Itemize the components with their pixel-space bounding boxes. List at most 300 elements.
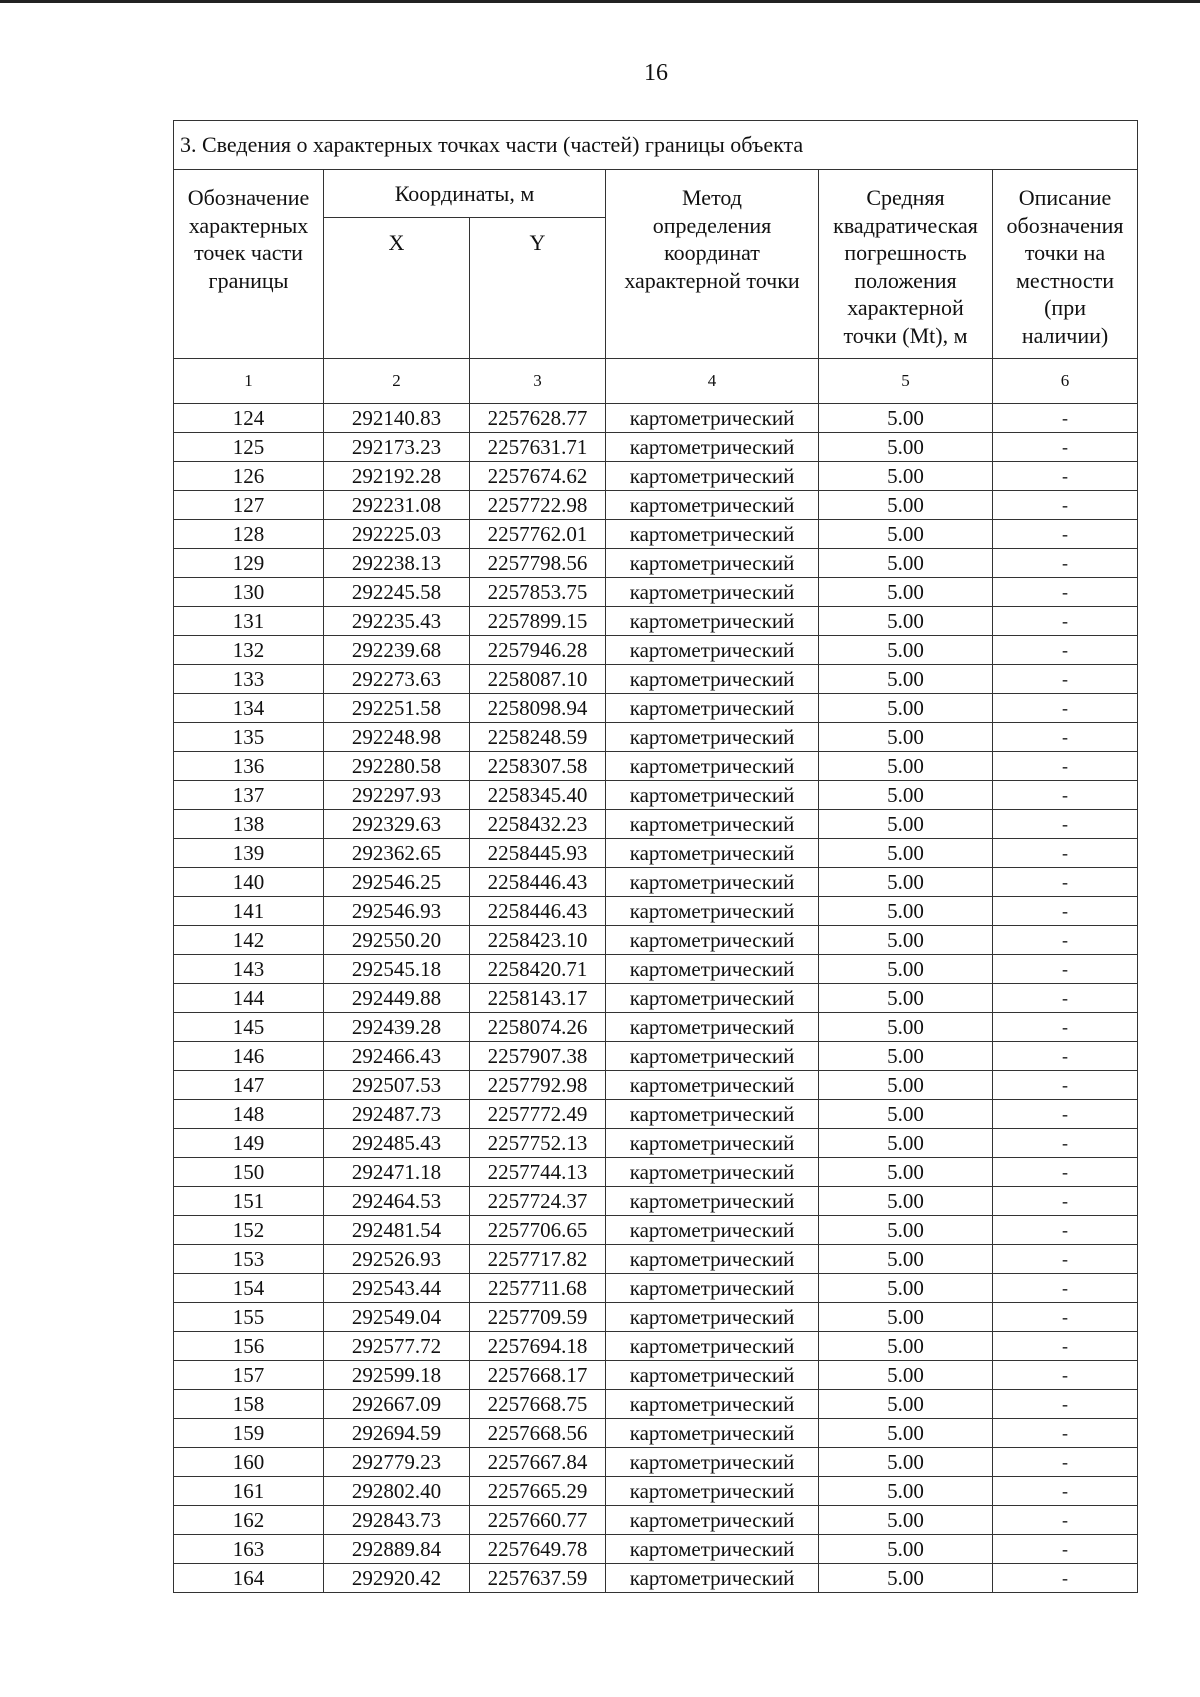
method-cell: картометрический	[606, 1071, 819, 1100]
description-cell: -	[993, 868, 1138, 897]
point-id-cell: 137	[174, 781, 324, 810]
point-id-cell: 149	[174, 1129, 324, 1158]
scan-edge	[0, 0, 1200, 3]
method-cell: картометрический	[606, 984, 819, 1013]
point-id-cell: 144	[174, 984, 324, 1013]
description-cell: -	[993, 1303, 1138, 1332]
description-cell: -	[993, 1274, 1138, 1303]
x-cell: 292140.83	[324, 404, 470, 433]
table-row	[174, 955, 1138, 984]
x-cell: 292273.63	[324, 665, 470, 694]
description-cell: -	[993, 520, 1138, 549]
description-cell: -	[993, 549, 1138, 578]
y-cell: 2258420.71	[470, 955, 606, 984]
y-cell: 2258446.43	[470, 897, 606, 926]
error-cell: 5.00	[819, 665, 993, 694]
y-cell: 2257744.13	[470, 1158, 606, 1187]
description-cell: -	[993, 578, 1138, 607]
method-cell: картометрический	[606, 607, 819, 636]
x-cell: 292577.72	[324, 1332, 470, 1361]
x-cell: 292779.23	[324, 1448, 470, 1477]
table-row	[174, 1013, 1138, 1042]
x-cell: 292889.84	[324, 1535, 470, 1564]
y-cell: 2258345.40	[470, 781, 606, 810]
method-cell: картометрический	[606, 665, 819, 694]
x-cell: 292471.18	[324, 1158, 470, 1187]
x-cell: 292546.93	[324, 897, 470, 926]
x-cell: 292329.63	[324, 810, 470, 839]
table-body	[174, 404, 1138, 1593]
error-cell: 5.00	[819, 752, 993, 781]
error-cell: 5.00	[819, 520, 993, 549]
method-cell: картометрический	[606, 839, 819, 868]
point-id-cell: 157	[174, 1361, 324, 1390]
x-cell: 292248.98	[324, 723, 470, 752]
x-cell: 292297.93	[324, 781, 470, 810]
point-id-cell: 142	[174, 926, 324, 955]
error-cell: 5.00	[819, 1361, 993, 1390]
method-cell: картометрический	[606, 578, 819, 607]
x-cell: 292464.53	[324, 1187, 470, 1216]
method-cell: картометрический	[606, 1390, 819, 1419]
header-description: Описание обозначения точки на местности (при наличии)	[993, 170, 1138, 359]
x-cell: 292599.18	[324, 1361, 470, 1390]
table-row	[174, 1216, 1138, 1245]
table-row	[174, 1477, 1138, 1506]
error-cell: 5.00	[819, 1535, 993, 1564]
error-cell: 5.00	[819, 1332, 993, 1361]
point-id-cell: 147	[174, 1071, 324, 1100]
y-cell: 2257907.38	[470, 1042, 606, 1071]
description-cell: -	[993, 926, 1138, 955]
description-cell: -	[993, 1071, 1138, 1100]
y-cell: 2257694.18	[470, 1332, 606, 1361]
error-cell: 5.00	[819, 1477, 993, 1506]
y-cell: 2257772.49	[470, 1100, 606, 1129]
y-cell: 2258432.23	[470, 810, 606, 839]
error-cell: 5.00	[819, 868, 993, 897]
y-cell: 2257792.98	[470, 1071, 606, 1100]
description-cell: -	[993, 1158, 1138, 1187]
error-cell: 5.00	[819, 723, 993, 752]
y-cell: 2257674.62	[470, 462, 606, 491]
table-row	[174, 752, 1138, 781]
x-cell: 292546.25	[324, 868, 470, 897]
y-cell: 2258423.10	[470, 926, 606, 955]
table-row	[174, 404, 1138, 433]
header-coordinates: Координаты, м	[324, 170, 606, 218]
x-cell: 292449.88	[324, 984, 470, 1013]
x-cell: 292694.59	[324, 1419, 470, 1448]
method-cell: картометрический	[606, 1361, 819, 1390]
method-cell: картометрический	[606, 1013, 819, 1042]
point-id-cell: 145	[174, 1013, 324, 1042]
table-row	[174, 578, 1138, 607]
x-cell: 292466.43	[324, 1042, 470, 1071]
method-cell: картометрический	[606, 1506, 819, 1535]
method-cell: картометрический	[606, 491, 819, 520]
x-cell: 292251.58	[324, 694, 470, 723]
y-cell: 2257637.59	[470, 1564, 606, 1593]
x-cell: 292920.42	[324, 1564, 470, 1593]
table-row	[174, 984, 1138, 1013]
table-row	[174, 1303, 1138, 1332]
method-cell: картометрический	[606, 1419, 819, 1448]
method-cell: картометрический	[606, 781, 819, 810]
error-cell: 5.00	[819, 1158, 993, 1187]
method-cell: картометрический	[606, 1448, 819, 1477]
error-cell: 5.00	[819, 1274, 993, 1303]
y-cell: 2257946.28	[470, 636, 606, 665]
point-id-cell: 140	[174, 868, 324, 897]
method-cell: картометрический	[606, 1303, 819, 1332]
y-cell: 2257724.37	[470, 1187, 606, 1216]
error-cell: 5.00	[819, 404, 993, 433]
table-row	[174, 491, 1138, 520]
x-cell: 292362.65	[324, 839, 470, 868]
point-id-cell: 135	[174, 723, 324, 752]
description-cell: -	[993, 1564, 1138, 1593]
table-row	[174, 1332, 1138, 1361]
y-cell: 2258098.94	[470, 694, 606, 723]
error-cell: 5.00	[819, 781, 993, 810]
point-id-cell: 151	[174, 1187, 324, 1216]
y-cell: 2258445.93	[470, 839, 606, 868]
header-designation: Обозначение характерных точек части границы	[174, 170, 324, 359]
y-cell: 2257706.65	[470, 1216, 606, 1245]
method-cell: картометрический	[606, 1332, 819, 1361]
x-cell: 292507.53	[324, 1071, 470, 1100]
error-cell: 5.00	[819, 433, 993, 462]
error-cell: 5.00	[819, 1390, 993, 1419]
table-row	[174, 462, 1138, 491]
table-row	[174, 1448, 1138, 1477]
error-cell: 5.00	[819, 984, 993, 1013]
y-cell: 2257631.71	[470, 433, 606, 462]
x-cell: 292225.03	[324, 520, 470, 549]
x-cell: 292485.43	[324, 1129, 470, 1158]
y-cell: 2257722.98	[470, 491, 606, 520]
description-cell: -	[993, 1448, 1138, 1477]
point-id-cell: 138	[174, 810, 324, 839]
method-cell: картометрический	[606, 1274, 819, 1303]
description-cell: -	[993, 1419, 1138, 1448]
y-cell: 2257853.75	[470, 578, 606, 607]
x-cell: 292245.58	[324, 578, 470, 607]
method-cell: картометрический	[606, 1129, 819, 1158]
point-id-cell: 164	[174, 1564, 324, 1593]
table-row	[174, 1274, 1138, 1303]
description-cell: -	[993, 491, 1138, 520]
x-cell: 292843.73	[324, 1506, 470, 1535]
description-cell: -	[993, 723, 1138, 752]
method-cell: картометрический	[606, 955, 819, 984]
point-id-cell: 153	[174, 1245, 324, 1274]
point-id-cell: 163	[174, 1535, 324, 1564]
description-cell: -	[993, 955, 1138, 984]
method-cell: картометрический	[606, 926, 819, 955]
table-row	[174, 607, 1138, 636]
table-row	[174, 1390, 1138, 1419]
method-cell: картометрический	[606, 1187, 819, 1216]
y-cell: 2257667.84	[470, 1448, 606, 1477]
table-row	[174, 1535, 1138, 1564]
point-id-cell: 160	[174, 1448, 324, 1477]
y-cell: 2257709.59	[470, 1303, 606, 1332]
x-cell: 292549.04	[324, 1303, 470, 1332]
error-cell: 5.00	[819, 1303, 993, 1332]
y-cell: 2258087.10	[470, 665, 606, 694]
table-row	[174, 1129, 1138, 1158]
point-id-cell: 155	[174, 1303, 324, 1332]
page-number: 16	[644, 60, 668, 86]
error-cell: 5.00	[819, 955, 993, 984]
table-row	[174, 433, 1138, 462]
method-cell: картометрический	[606, 404, 819, 433]
x-cell: 292439.28	[324, 1013, 470, 1042]
error-cell: 5.00	[819, 694, 993, 723]
header-y: Y	[470, 218, 606, 359]
column-numbers-row	[174, 359, 1138, 404]
table-row	[174, 1245, 1138, 1274]
point-id-cell: 129	[174, 549, 324, 578]
error-cell: 5.00	[819, 462, 993, 491]
boundary-points-table	[173, 120, 1138, 1593]
point-id-cell: 136	[174, 752, 324, 781]
y-cell: 2258446.43	[470, 868, 606, 897]
point-id-cell: 156	[174, 1332, 324, 1361]
error-cell: 5.00	[819, 491, 993, 520]
column-number: 4	[606, 359, 819, 404]
error-cell: 5.00	[819, 1187, 993, 1216]
description-cell: -	[993, 1216, 1138, 1245]
table-row	[174, 839, 1138, 868]
description-cell: -	[993, 839, 1138, 868]
x-cell: 292481.54	[324, 1216, 470, 1245]
table-row	[174, 1419, 1138, 1448]
error-cell: 5.00	[819, 549, 993, 578]
y-cell: 2257660.77	[470, 1506, 606, 1535]
error-cell: 5.00	[819, 1129, 993, 1158]
description-cell: -	[993, 1245, 1138, 1274]
table-row	[174, 781, 1138, 810]
description-cell: -	[993, 1361, 1138, 1390]
x-cell: 292526.93	[324, 1245, 470, 1274]
table-row	[174, 810, 1138, 839]
column-number: 5	[819, 359, 993, 404]
y-cell: 2257668.75	[470, 1390, 606, 1419]
point-id-cell: 154	[174, 1274, 324, 1303]
point-id-cell: 158	[174, 1390, 324, 1419]
y-cell: 2257752.13	[470, 1129, 606, 1158]
point-id-cell: 141	[174, 897, 324, 926]
table-row	[174, 636, 1138, 665]
method-cell: картометрический	[606, 752, 819, 781]
y-cell: 2257711.68	[470, 1274, 606, 1303]
error-cell: 5.00	[819, 810, 993, 839]
table-row	[174, 665, 1138, 694]
description-cell: -	[993, 1187, 1138, 1216]
y-cell: 2258248.59	[470, 723, 606, 752]
table-row	[174, 694, 1138, 723]
method-cell: картометрический	[606, 1535, 819, 1564]
point-id-cell: 159	[174, 1419, 324, 1448]
point-id-cell: 152	[174, 1216, 324, 1245]
point-id-cell: 162	[174, 1506, 324, 1535]
error-cell: 5.00	[819, 1419, 993, 1448]
error-cell: 5.00	[819, 1448, 993, 1477]
error-cell: 5.00	[819, 926, 993, 955]
error-cell: 5.00	[819, 1245, 993, 1274]
description-cell: -	[993, 636, 1138, 665]
x-cell: 292487.73	[324, 1100, 470, 1129]
point-id-cell: 139	[174, 839, 324, 868]
error-cell: 5.00	[819, 1071, 993, 1100]
description-cell: -	[993, 665, 1138, 694]
point-id-cell: 148	[174, 1100, 324, 1129]
y-cell: 2257649.78	[470, 1535, 606, 1564]
column-number: 2	[324, 359, 470, 404]
error-cell: 5.00	[819, 636, 993, 665]
description-cell: -	[993, 897, 1138, 926]
point-id-cell: 131	[174, 607, 324, 636]
description-cell: -	[993, 781, 1138, 810]
error-cell: 5.00	[819, 607, 993, 636]
description-cell: -	[993, 1042, 1138, 1071]
description-cell: -	[993, 984, 1138, 1013]
point-id-cell: 124	[174, 404, 324, 433]
table-row	[174, 1042, 1138, 1071]
point-id-cell: 161	[174, 1477, 324, 1506]
method-cell: картометрический	[606, 1564, 819, 1593]
method-cell: картометрический	[606, 1216, 819, 1245]
y-cell: 2257668.56	[470, 1419, 606, 1448]
x-cell: 292231.08	[324, 491, 470, 520]
error-cell: 5.00	[819, 1013, 993, 1042]
y-cell: 2257717.82	[470, 1245, 606, 1274]
table-row	[174, 1564, 1138, 1593]
table-row	[174, 1506, 1138, 1535]
description-cell: -	[993, 1100, 1138, 1129]
table-row	[174, 723, 1138, 752]
point-id-cell: 146	[174, 1042, 324, 1071]
description-cell: -	[993, 433, 1138, 462]
point-id-cell: 143	[174, 955, 324, 984]
method-cell: картометрический	[606, 1100, 819, 1129]
description-cell: -	[993, 810, 1138, 839]
y-cell: 2257628.77	[470, 404, 606, 433]
header-x: X	[324, 218, 470, 359]
method-cell: картометрический	[606, 520, 819, 549]
header-error: Средняя квадратическая погрешность положения характерной точки (Mt), м	[819, 170, 993, 359]
y-cell: 2257762.01	[470, 520, 606, 549]
table-row	[174, 1071, 1138, 1100]
table-row	[174, 1158, 1138, 1187]
description-cell: -	[993, 1390, 1138, 1419]
error-cell: 5.00	[819, 1100, 993, 1129]
point-id-cell: 127	[174, 491, 324, 520]
point-id-cell: 126	[174, 462, 324, 491]
error-cell: 5.00	[819, 578, 993, 607]
error-cell: 5.00	[819, 1564, 993, 1593]
x-cell: 292545.18	[324, 955, 470, 984]
point-id-cell: 130	[174, 578, 324, 607]
description-cell: -	[993, 1477, 1138, 1506]
table-row	[174, 549, 1138, 578]
table-row	[174, 868, 1138, 897]
y-cell: 2258307.58	[470, 752, 606, 781]
description-cell: -	[993, 404, 1138, 433]
method-cell: картометрический	[606, 433, 819, 462]
description-cell: -	[993, 607, 1138, 636]
description-cell: -	[993, 462, 1138, 491]
description-cell: -	[993, 752, 1138, 781]
table-row	[174, 1100, 1138, 1129]
method-cell: картометрический	[606, 694, 819, 723]
x-cell: 292667.09	[324, 1390, 470, 1419]
y-cell: 2257668.17	[470, 1361, 606, 1390]
method-cell: картометрический	[606, 723, 819, 752]
point-id-cell: 150	[174, 1158, 324, 1187]
y-cell: 2258143.17	[470, 984, 606, 1013]
x-cell: 292280.58	[324, 752, 470, 781]
y-cell: 2257899.15	[470, 607, 606, 636]
method-cell: картометрический	[606, 636, 819, 665]
table-row	[174, 520, 1138, 549]
point-id-cell: 125	[174, 433, 324, 462]
description-cell: -	[993, 1535, 1138, 1564]
error-cell: 5.00	[819, 839, 993, 868]
method-cell: картометрический	[606, 810, 819, 839]
table-row	[174, 926, 1138, 955]
error-cell: 5.00	[819, 1216, 993, 1245]
point-id-cell: 133	[174, 665, 324, 694]
method-cell: картометрический	[606, 1158, 819, 1187]
method-cell: картометрический	[606, 1245, 819, 1274]
x-cell: 292239.68	[324, 636, 470, 665]
error-cell: 5.00	[819, 1042, 993, 1071]
method-cell: картометрический	[606, 1477, 819, 1506]
x-cell: 292550.20	[324, 926, 470, 955]
y-cell: 2257665.29	[470, 1477, 606, 1506]
x-cell: 292192.28	[324, 462, 470, 491]
table-row	[174, 897, 1138, 926]
error-cell: 5.00	[819, 1506, 993, 1535]
table-row	[174, 1361, 1138, 1390]
method-cell: картометрический	[606, 897, 819, 926]
column-number: 3	[470, 359, 606, 404]
point-id-cell: 128	[174, 520, 324, 549]
y-cell: 2257798.56	[470, 549, 606, 578]
section-title: 3. Сведения о характерных точках части (частей) границы объекта	[174, 121, 1138, 170]
method-cell: картометрический	[606, 1042, 819, 1071]
x-cell: 292238.13	[324, 549, 470, 578]
method-cell: картометрический	[606, 462, 819, 491]
method-cell: картометрический	[606, 868, 819, 897]
y-cell: 2258074.26	[470, 1013, 606, 1042]
description-cell: -	[993, 1129, 1138, 1158]
description-cell: -	[993, 1332, 1138, 1361]
point-id-cell: 132	[174, 636, 324, 665]
point-id-cell: 134	[174, 694, 324, 723]
column-number: 6	[993, 359, 1138, 404]
table-row	[174, 1187, 1138, 1216]
x-cell: 292802.40	[324, 1477, 470, 1506]
column-number: 1	[174, 359, 324, 404]
description-cell: -	[993, 1506, 1138, 1535]
x-cell: 292173.23	[324, 433, 470, 462]
x-cell: 292235.43	[324, 607, 470, 636]
